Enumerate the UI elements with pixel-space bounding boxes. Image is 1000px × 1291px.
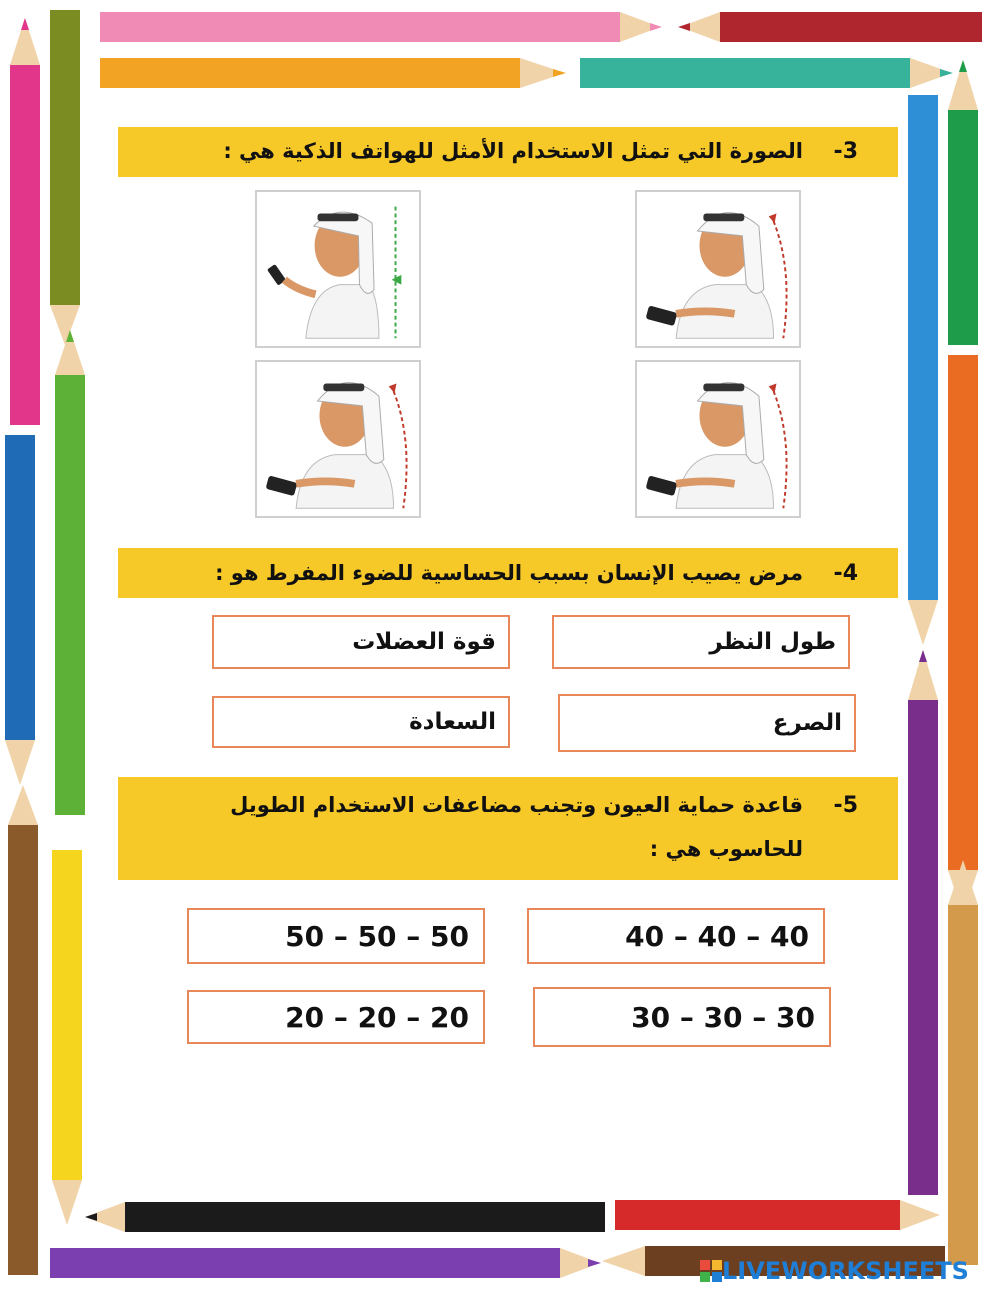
image-choice-bent-bottom-right[interactable]: [635, 360, 801, 518]
question-4-bar: [118, 548, 898, 598]
liveworksheets-cube-icon: [700, 1260, 722, 1282]
option-happiness[interactable]: السعادة: [212, 696, 510, 748]
pencil-purple-right: [908, 650, 938, 1195]
pencil-brown-left: [8, 785, 38, 1275]
liveworksheets-logo-text: LIVEWORKSHEETS: [722, 1257, 969, 1285]
pencil-red-bottom: [615, 1200, 940, 1230]
pencil-purple-bottom: [50, 1248, 601, 1278]
man-bent-posture-icon: [637, 192, 799, 346]
option-20-20-20[interactable]: 20 – 20 – 20: [187, 990, 485, 1044]
pencil-olive-left: [50, 10, 80, 345]
option-40-40-40[interactable]: 40 – 40 – 40: [527, 908, 825, 964]
question-3-number: 3-: [833, 139, 858, 164]
option-muscle-strength[interactable]: قوة العضلات: [212, 615, 510, 669]
pencil-yellow-left: [52, 850, 82, 1225]
pencil-blue-left: [5, 435, 35, 785]
image-choice-upright-top-left[interactable]: [255, 190, 421, 348]
question-5-bar: [118, 777, 898, 880]
option-50-50-50[interactable]: 50 – 50 – 50: [187, 908, 485, 964]
pencil-tan-right: [948, 860, 978, 1265]
image-choice-bent-bottom-left[interactable]: [255, 360, 421, 518]
option-epilepsy[interactable]: الصرع: [558, 694, 856, 752]
question-3-text: الصورة التي تمثل الاستخدام الأمثل للهواتف الذكية هي :: [223, 139, 803, 163]
question-5-text-line2: للحاسوب هي :: [649, 837, 803, 861]
pencil-green-right: [948, 60, 978, 345]
liveworksheets-logo: [700, 1256, 969, 1286]
question-4-text: مرض يصيب الإنسان بسبب الحساسية للضوء المفرط هو :: [215, 561, 803, 585]
man-upright-posture-icon: [257, 192, 419, 346]
pencil-red-top: [678, 12, 982, 42]
pencil-green-left: [55, 330, 85, 815]
pencil-blue-right: [908, 95, 938, 645]
question-4-number: 4-: [833, 561, 858, 586]
image-choice-bent-top-right[interactable]: [635, 190, 801, 348]
option-farsightedness[interactable]: طول النظر: [552, 615, 850, 669]
pencil-pink-top: [100, 12, 662, 42]
question-3-bar: [118, 127, 898, 177]
question-5-text-line1: قاعدة حماية العيون وتجنب مضاعفات الاستخدام الطويل: [230, 793, 803, 817]
pencil-black-bottom: [85, 1202, 605, 1232]
pencil-orange-right: [948, 355, 978, 915]
man-bent-posture-icon: [637, 362, 799, 516]
pencil-teal-top: [580, 58, 953, 88]
pencil-orange-top: [100, 58, 566, 88]
man-bent-posture-icon: [257, 362, 419, 516]
option-30-30-30[interactable]: 30 – 30 – 30: [533, 987, 831, 1047]
pencil-magenta-left: [10, 18, 40, 425]
question-5-number: 5-: [833, 793, 858, 818]
